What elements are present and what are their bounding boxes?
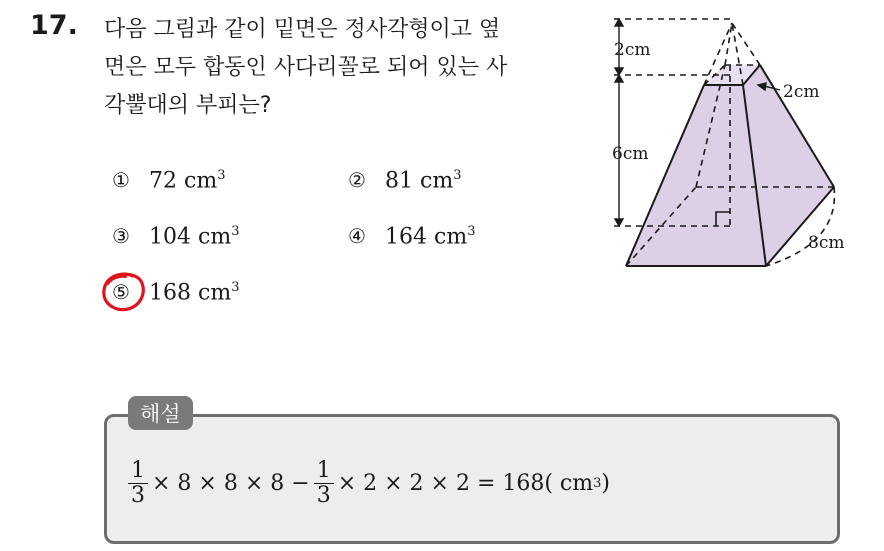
option-4-value: 164 [385, 224, 427, 250]
label-top-height: 2cm [614, 40, 651, 60]
option-5-value: 168 [149, 280, 191, 306]
question-number: 17. [30, 10, 78, 41]
option-1[interactable] [112, 168, 225, 193]
option-1-symbol: ① [112, 168, 130, 193]
frustum-figure [600, 8, 862, 282]
option-2-unit: cm [420, 168, 454, 194]
option-2-symbol: ② [348, 168, 366, 193]
fraction-1-denominator: 3 [131, 482, 145, 508]
option-4[interactable] [348, 224, 475, 249]
question-text-line-3: 각뿔대의 부피는? [104, 93, 272, 118]
fraction-2-denominator: 3 [316, 482, 331, 508]
option-3-exp: 3 [231, 224, 240, 239]
option-3[interactable] [112, 224, 239, 249]
option-3-value: 104 [149, 224, 191, 250]
fraction-1-numerator: 1 [128, 459, 148, 483]
question-text-line-2: 면은 모두 합동인 사다리꼴로 되어 있는 사 [104, 55, 508, 80]
option-1-exp: 3 [217, 168, 226, 183]
label-frustum-height: 6cm [612, 144, 649, 164]
answer-circle-mark [100, 270, 148, 314]
fraction-1 [128, 459, 148, 506]
solution-formula [124, 452, 610, 514]
option-4-symbol: ④ [348, 224, 366, 249]
option-1-value: 72 [149, 168, 177, 194]
label-base-edge: 8cm [808, 233, 845, 253]
option-3-symbol: ③ [112, 224, 130, 249]
option-5-exp: 3 [231, 280, 240, 295]
option-4-unit: cm [434, 224, 468, 250]
option-2[interactable] [348, 168, 461, 193]
formula-close: ) [601, 470, 610, 496]
option-4-exp: 3 [467, 224, 476, 239]
formula-exp: 3 [593, 475, 602, 491]
option-5-unit: cm [198, 280, 232, 306]
option-2-value: 81 [385, 168, 413, 194]
option-1-unit: cm [184, 168, 218, 194]
option-2-exp: 3 [453, 168, 462, 183]
fraction-2-numerator: 1 [314, 459, 334, 483]
solution-tab-label: 해설 [128, 396, 193, 430]
fraction-2 [314, 459, 334, 506]
formula-part-2: × 2 × 2 × 2 = 168( cm [337, 470, 594, 496]
formula-part-1: × 8 × 8 × 8 − [152, 470, 310, 496]
option-3-unit: cm [198, 224, 232, 250]
question-text-line-1: 다음 그림과 같이 밑면은 정사각형이고 옆 [104, 17, 501, 42]
option-5-symbol: ⑤ [112, 280, 130, 305]
label-top-edge: 2cm [783, 82, 820, 102]
